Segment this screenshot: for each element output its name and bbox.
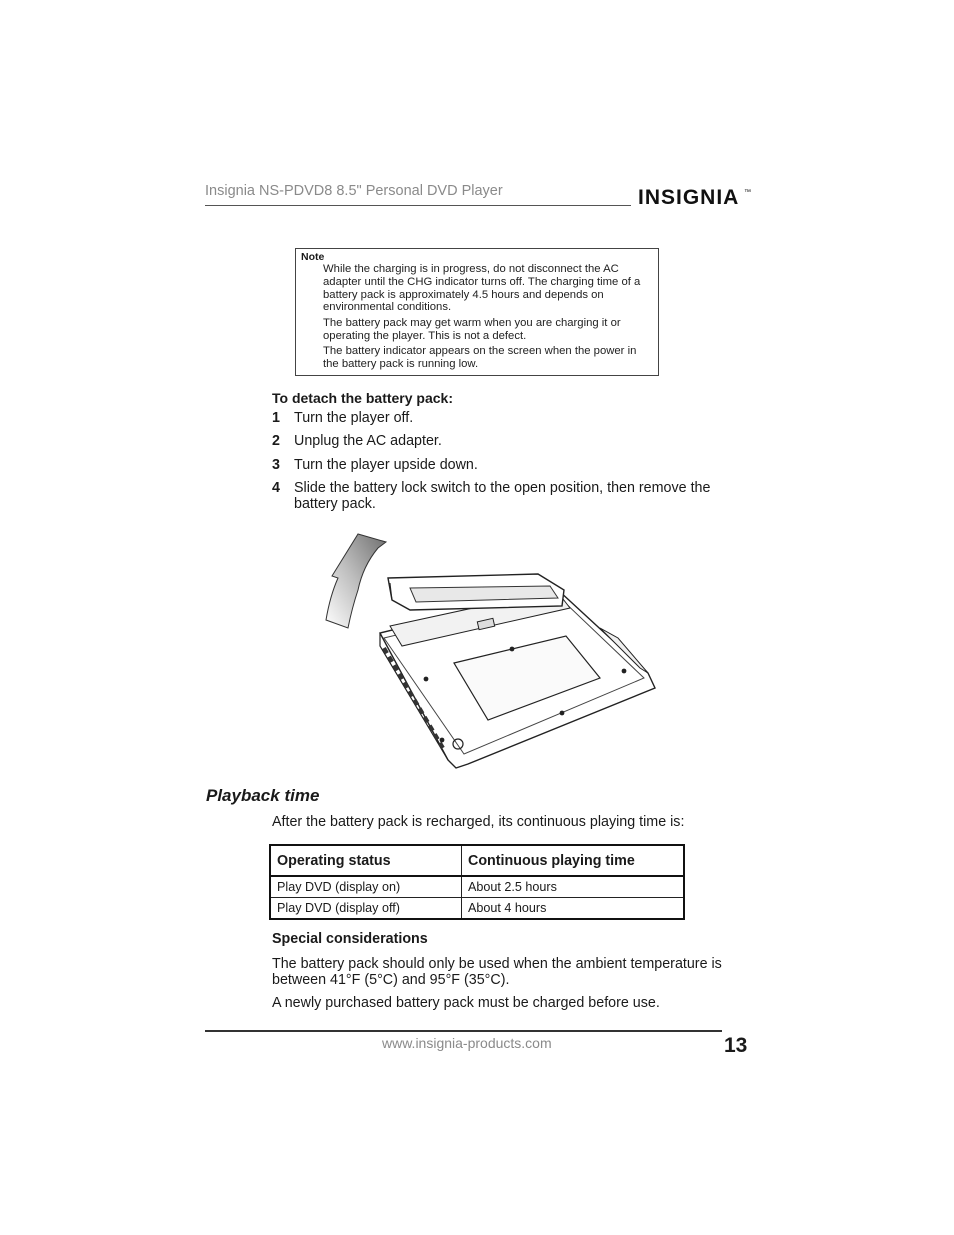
step-number: 1 (272, 410, 280, 426)
note-label: Note (301, 251, 325, 263)
table-cell: Play DVD (display on) (270, 876, 462, 898)
step-text: Turn the player off. (294, 410, 414, 426)
battery-removal-illustration (318, 528, 663, 776)
table-header-cell: Operating status (270, 845, 462, 876)
step-number: 2 (272, 433, 280, 449)
detach-heading: To detach the battery pack: (272, 390, 454, 406)
note-paragraph: The battery pack may get warm when you are charging it or operating the player. This is not a defect. (323, 317, 621, 342)
footer-url: www.insignia-products.com (382, 1035, 552, 1051)
logo-wordmark: INSIGNIA (638, 186, 740, 209)
page-number: 13 (724, 1034, 748, 1057)
step-text: Slide the battery lock switch to the open position, then remove the battery pack. (294, 480, 711, 512)
special-heading: Special considerations (272, 931, 428, 947)
playing-time-table (269, 844, 685, 920)
insignia-logo (638, 178, 752, 214)
step-text: Turn the player upside down. (294, 457, 478, 473)
header-divider (205, 205, 631, 206)
table-row (270, 898, 684, 920)
step-number: 3 (272, 457, 280, 473)
footer-divider (205, 1030, 722, 1032)
step-text: Unplug the AC adapter. (294, 433, 442, 449)
note-paragraph: The battery indicator appears on the screen when the power in the battery pack is running low. (323, 345, 637, 370)
special-paragraph: The battery pack should only be used when the ambient temperature is between 41°F (5°C) and 95°F (35°C). (272, 956, 722, 988)
header-title: Insignia NS-PDVD8 8.5" Personal DVD Player (205, 183, 503, 199)
note-paragraph: While the charging is in progress, do not disconnect the AC adapter until the CHG indicator turns off. The charging time of a battery pack is approximately 4.5 hours and depends on environmental conditions. (323, 263, 641, 314)
lift-arrow-icon (326, 534, 386, 628)
playback-intro: After the battery pack is recharged, its continuous playing time is: (272, 814, 685, 830)
table-cell: About 4 hours (462, 898, 685, 920)
step-number: 4 (272, 480, 280, 496)
playback-heading: Playback time (206, 786, 320, 805)
table-header-row (270, 845, 684, 876)
table-row (270, 876, 684, 898)
special-paragraph: A newly purchased battery pack must be charged before use. (272, 995, 660, 1011)
table-cell: Play DVD (display off) (270, 898, 462, 920)
logo-trademark: ™ (744, 189, 751, 196)
table-cell: About 2.5 hours (462, 876, 685, 898)
table-header-cell: Continuous playing time (462, 845, 685, 876)
